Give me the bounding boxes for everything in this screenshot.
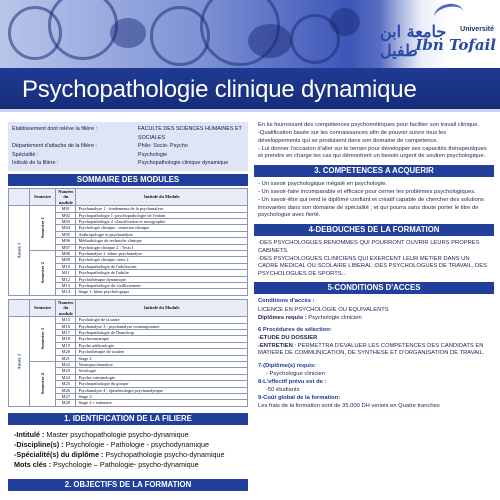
info-row <box>12 142 244 151</box>
ident-key: -Spécialité(s) du diplôme : <box>14 450 104 460</box>
module-number: M07 <box>56 244 76 250</box>
decor-shape <box>248 24 292 58</box>
modules-table-year2 <box>8 299 248 407</box>
semester-text: Semestre 1 <box>39 217 45 239</box>
info-row <box>12 159 244 168</box>
identification-body <box>8 430 248 471</box>
year-label <box>9 206 30 296</box>
debouches-text <box>254 240 494 278</box>
module-title: Psychothérapie de soutien <box>76 349 248 355</box>
module-title: Psychopathologie 2 :classification et nosographie <box>76 219 248 225</box>
module-number: M11 <box>56 270 76 276</box>
dipl-value: Psychologie clinicien <box>306 314 362 321</box>
table-header-row <box>9 188 248 205</box>
module-number: M06 <box>56 238 76 244</box>
info-value: Philo- Socio- Psycho <box>138 143 188 150</box>
paragraph: -DES PSYCHOLOGUES RENOMMES QUI POURRONT OUVRIR LEURS PROPRES CABINETS. <box>258 239 480 254</box>
page-title: Psychopathologie clinique dynamique <box>22 76 417 103</box>
competences-text <box>254 181 494 220</box>
module-title: Psychanalyse 3 : psychanalyse contemporaine <box>76 323 248 329</box>
module-title: Neuropsychanalyse <box>76 361 248 367</box>
col-year <box>9 188 30 205</box>
module-title: Psychanalyse 1 : fondements de la psychanalyse <box>76 206 248 212</box>
module-number: M21 <box>56 355 76 361</box>
module-title: Psychosomatique <box>76 336 248 342</box>
semester-label <box>29 361 55 406</box>
modules-table-year1 <box>8 188 248 296</box>
conditions-text <box>254 298 494 410</box>
paragraph: -DES PSYCHOLOGUES CLINICIENS QUI EXERCENT LEUR METIER DANS UN CADRE MEDICAL OU SCOLAIRE LIBERAL :DES PSYCHOLOGUES DE TRAVAIL, DES PSYCHOLOGUES DE SPORTS... <box>258 255 487 277</box>
proc-line <box>258 343 490 358</box>
eff-value: -50 étudiants <box>266 386 300 393</box>
module-title: Stage 3 <box>76 393 248 399</box>
semester-label <box>29 206 55 251</box>
req-key: 7-(Diplôme(s) requis: <box>258 362 316 369</box>
module-number: M05 <box>56 231 76 237</box>
module-number: M02 <box>56 212 76 218</box>
paragraph: - Un savoir-faire incomparable et efficace pour cerner les problèmes psychologiques. <box>258 189 476 196</box>
module-number: M09 <box>56 257 76 263</box>
ident-value: Psychologie - Pathologie - psychodynamique <box>63 439 209 449</box>
module-number: M26 <box>56 387 76 393</box>
col-semestre: Semestre <box>29 188 55 205</box>
decor-shape <box>330 8 360 36</box>
paragraph: En lui fournissant des compétences psychométriques pour faciliter son travail clinique. <box>258 122 480 128</box>
cond-key: Conditions d'accès : <box>258 298 315 305</box>
paragraph: - Un savoir psychologique inégalé en psychologie. <box>258 180 387 187</box>
module-title: Psychologie de la santé <box>76 317 248 323</box>
semester-label <box>29 317 55 362</box>
info-value: FACULTE DES SCIENCES HUMAINES ET SOCIALES <box>138 126 242 141</box>
header-banner <box>0 0 500 68</box>
info-key: Intitulé de la filière : <box>12 160 59 167</box>
left-column <box>8 122 248 500</box>
ident-line <box>8 440 248 450</box>
module-title: Psychothérapie dynamique <box>76 276 248 282</box>
module-title: Psycho addictologie <box>76 342 248 348</box>
col-intitule: Intitulé du Module <box>76 299 248 316</box>
competences-heading: 3. COMPETENCES A ACQUERIR <box>254 165 494 177</box>
dipl-line <box>258 315 490 323</box>
module-number: M22 <box>56 361 76 367</box>
semester-text: Semestre 3 <box>39 328 45 350</box>
module-number: M16 <box>56 323 76 329</box>
col-semestre: Semestre <box>29 299 55 316</box>
module-title: Stage 1: bilan psychologique <box>76 289 248 295</box>
decor-shape <box>110 18 146 48</box>
decor-circle <box>48 0 118 60</box>
module-title: Psychanalyse 2 :ethno psychanalyse <box>76 251 248 257</box>
debouches-heading: 4-DEBOUCHES DE LA FORMATION <box>254 224 494 236</box>
cout-value: Les frais de la formation sont de 35.000 DH versés en Quatre tranches <box>258 403 440 410</box>
module-number: M03 <box>56 219 76 225</box>
paragraph: -Qualification basée sur les connaissances afin de pouvoir suivre tous les développements qui se produisent dans son domaine de compétence. <box>258 130 447 144</box>
module-number: M28 <box>56 400 76 406</box>
info-box <box>8 122 248 171</box>
logo-name-text: Ibn Tofail <box>415 36 496 54</box>
ident-value: Master psychopathologie psycho-dynamique <box>44 429 189 439</box>
logo-univ-text: Université <box>460 26 494 33</box>
module-title: Psychanalyse 4 : épistémologie psychanalytique <box>76 387 248 393</box>
module-number: M18 <box>56 336 76 342</box>
module-title: Sexologie <box>76 368 248 374</box>
table-header-row <box>9 299 248 316</box>
info-key: Département d'attache de la filière : <box>12 143 97 150</box>
title-bar <box>0 68 500 112</box>
info-value: Psychologie <box>138 151 168 158</box>
ident-key: -Discipline(s) : <box>14 439 64 449</box>
module-number: M14 <box>56 289 76 295</box>
year-text: Année 2 <box>16 353 22 370</box>
cout-key: 9-Coût global de la formation: <box>258 394 341 401</box>
year-text: Année 1 <box>16 242 22 259</box>
module-number: M10 <box>56 263 76 269</box>
module-number: M12 <box>56 276 76 282</box>
module-title: Psychopathologie du groupe <box>76 381 248 387</box>
paragraph: - Un savoir-être qui rend le diplômé confiant et créatif capable de chercher des solutions innovantes dans son domaine de spécialité ; et qui pourra sans doute porter le titre de psychologue avec fierté. <box>258 197 484 219</box>
module-number: M19 <box>56 342 76 348</box>
semester-text: Semestre 4 <box>39 373 45 395</box>
module-number: M13 <box>56 283 76 289</box>
university-logo <box>380 0 500 68</box>
module-title: Psychopathologie du vieillissement <box>76 283 248 289</box>
objectifs-text <box>254 122 494 161</box>
module-title: Stage 2 <box>76 355 248 361</box>
info-key: Spécialité : <box>12 151 39 158</box>
right-column <box>254 122 494 500</box>
conditions-heading: 5-CONDITIONS D'ACCES <box>254 282 494 294</box>
cond-value: LICENCE EN PSYCHOLOGIE OU EQUIVALENTS <box>258 306 389 313</box>
col-numero: Numéro du module <box>56 188 76 205</box>
ident-line <box>8 450 248 460</box>
module-title: Psychopathologie de l'adolescent <box>76 263 248 269</box>
module-title: Psycho-criminologie <box>76 374 248 380</box>
ident-key: -Intitulé : <box>14 429 45 439</box>
module-title: Psychologie clinique 2 : Tests I <box>76 244 248 250</box>
module-number: M15 <box>56 317 76 323</box>
col-intitule: Intitulé du Module <box>76 188 248 205</box>
proc-item: -ETUDE DU DOSSIER <box>258 334 318 341</box>
module-title: Psychopathologie de l'handicap <box>76 329 248 335</box>
module-title: Psychopathologie 1 :psychopathologie de l'enfant <box>76 212 248 218</box>
objectifs-heading: 2. OBJECTIFS DE LA FORMATION <box>8 479 248 491</box>
module-number: M27 <box>56 393 76 399</box>
module-title: Psychopathologie de l'adulte <box>76 270 248 276</box>
module-title: Stage 4 + mémoire <box>76 400 248 406</box>
semester-text: Semestre 2 <box>39 262 45 284</box>
col-year <box>9 299 30 316</box>
info-row <box>12 151 244 160</box>
module-title: Psychologie clinique : entretien clinique <box>76 225 248 231</box>
module-title: Anthropologie et psychanalyse <box>76 231 248 237</box>
module-number: M24 <box>56 374 76 380</box>
col-numero: Numéro du module <box>56 299 76 316</box>
ident-key: Mots clés : <box>14 460 52 470</box>
semester-label <box>29 251 55 296</box>
proc2-key: -ENTRETIEN <box>258 342 293 349</box>
module-number: M01 <box>56 206 76 212</box>
info-row <box>12 125 244 142</box>
ident-value: Psychologie – Pathologie- psycho-dynamique <box>51 460 199 470</box>
dipl-key: Diplômes requis : <box>258 314 307 321</box>
req-value: - Psychologue clinicien <box>266 370 325 377</box>
logo-arabic-text: جامعة ابن طفيل <box>380 22 447 60</box>
sommaire-heading: SOMMAIRE DES MODULES <box>8 174 248 186</box>
module-number: M08 <box>56 251 76 257</box>
module-number: M04 <box>56 225 76 231</box>
module-number: M20 <box>56 349 76 355</box>
proc-key: 6 Procédures de sélection: <box>258 326 332 333</box>
info-value: Psychopathologie clinique dynamique <box>138 160 229 167</box>
identification-heading: 1. IDENTIFICATION DE LA FILIERE <box>8 413 248 425</box>
module-title: Méthodologie de recherche clinique <box>76 238 248 244</box>
module-number: M17 <box>56 329 76 335</box>
paragraph: - Lui donner l'occasion d'aller sur le terrain pour développer ses capacités thérapeutiques et prendre en charge les cas qui démontrent un besoin urgent de soutien psychologique. <box>258 145 487 160</box>
eff-key: 8-L'effectif prévu est de : <box>258 378 327 385</box>
module-title: Psychologie clinique :tests 2 <box>76 257 248 263</box>
module-number: M23 <box>56 368 76 374</box>
module-number: M25 <box>56 381 76 387</box>
info-key: Etablissement dont relève la filière : <box>12 126 98 132</box>
proc2-value: : PERMETTRA D'EVALUER LES COMPETENCES DES CANDIDATS EN MATIERE DE COMMUNICATION, DE SYNTHESE ET D'ORGANISATION DE TRAVAIL. <box>258 342 485 357</box>
year-label <box>9 317 30 407</box>
ident-line <box>8 430 248 440</box>
ident-line <box>8 460 248 470</box>
ident-value: Psychopathologie psycho-dynamique <box>103 450 225 460</box>
